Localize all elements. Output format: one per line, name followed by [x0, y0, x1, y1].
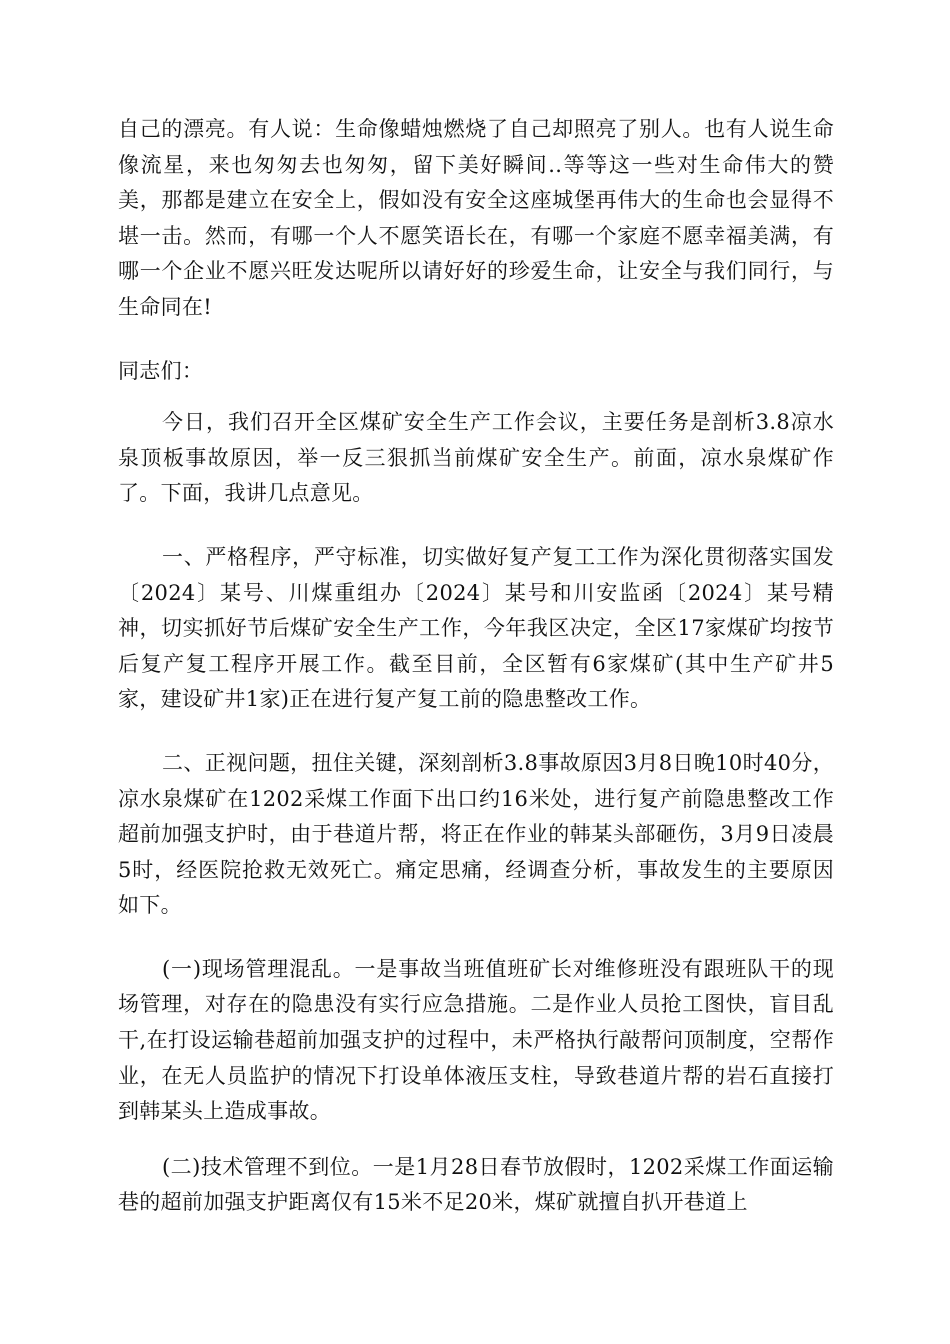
paragraph-section-one: 一、严格程序，严守标准，切实做好复产复工工作为深化贯彻落实国发〔2024〕某号、川煤重组办〔2024〕某号和川安监函〔2024〕某号精神，切实抓好节后煤矿安全生产工作，今年我区决定，全区17家煤矿均按节后复产复工程序开展工作。截至目前，全区暂有6家煤矿(其中生产矿井5家，建设矿井1家)正在进行复产复工前的隐患整改工作。 — [118, 544, 834, 712]
paragraph-meeting-intro: 今日，我们召开全区煤矿安全生产工作会议，主要任务是剖析3.8凉水泉顶板事故原因，举一反三狠抓当前煤矿安全生产。前面，凉水泉煤矿作了。下面，我讲几点意见。 — [118, 410, 834, 506]
paragraph-subsection-two: (二)技术管理不到位。一是1月28日春节放假时，1202采煤工作面运输巷的超前加强支护距离仅有15米不足20米，煤矿就擅自扒开巷道上 — [118, 1154, 834, 1215]
paragraph-salutation: 同志们： — [118, 358, 204, 383]
paragraph-section-two: 二、正视问题，扭住关键，深刻剖析3.8事故原因3月8日晚10时40分，凉水泉煤矿在1202采煤工作面下出口约16米处，进行复产前隐患整改工作超前加强支护时，由于巷道片帮，将正在作业的韩某头部砸伤，3月9日凌晨5时，经医院抢救无效死亡。痛定思痛，经调查分析，事故发生的主要原因如下。 — [118, 750, 834, 918]
paragraph-subsection-one: (一)现场管理混乱。一是事故当班值班矿长对维修班没有跟班队干的现场管理，对存在的隐患没有实行应急措施。二是作业人员抢工图快，盲目乱干,在打设运输巷超前加强支护的过程中，未严格执行敲帮问顶制度，空帮作业，在无人员监护的情况下打设单体液压支柱，导致巷道片帮的岩石直接打到韩某头上造成事故。 — [118, 956, 834, 1124]
document-page — [118, 112, 834, 1249]
paragraph-closing-remarks: 自己的漂亮。有人说：生命像蜡烛燃烧了自己却照亮了别人。也有人说生命像流星，来也匆匆去也匆匆，留下美好瞬间..等等这一些对生命伟大的赞美，那都是建立在安全上，假如没有安全这座城堡再伟大的生命也会显得不堪一击。然而，有哪一个人不愿笑语长在，有哪一个家庭不愿幸福美满，有哪一个企业不愿兴旺发达呢所以请好好的珍爱生命，让安全与我们同行，与生命同在! — [118, 117, 834, 319]
